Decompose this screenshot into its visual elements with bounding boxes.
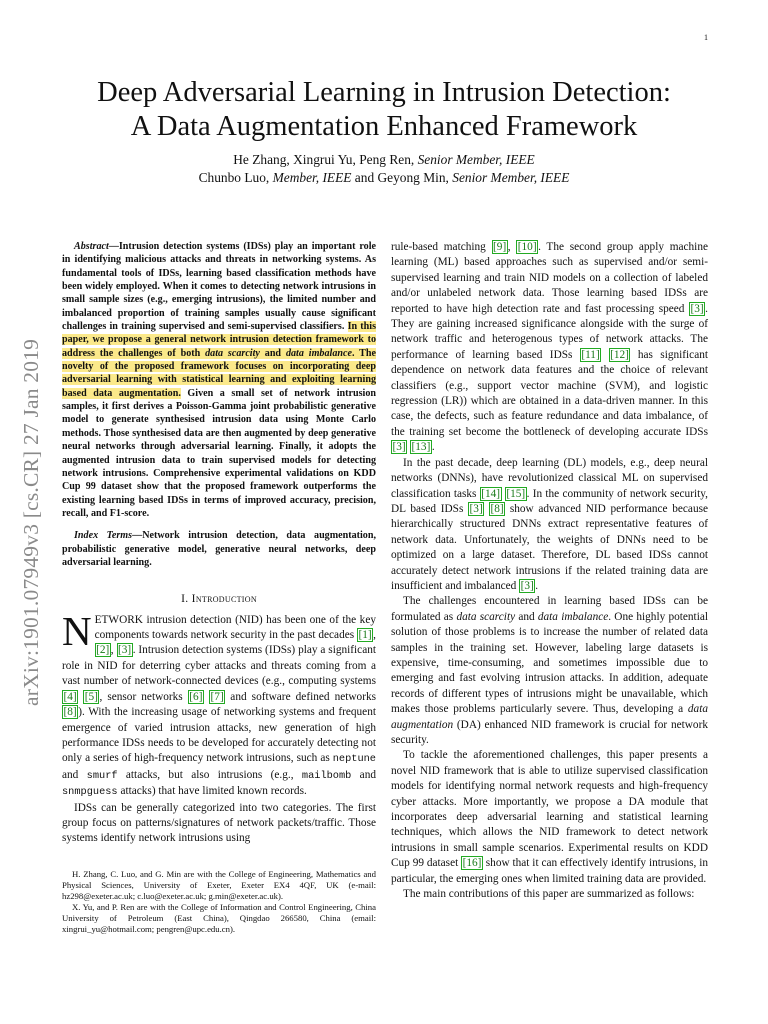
left-column [62, 240, 376, 935]
abstract [62, 240, 376, 520]
text: and [351, 768, 376, 781]
citation-link[interactable]: [8] [63, 706, 77, 719]
text: . The second group apply machine learning (ML) based approaches such as supervised and/or semi-supervised learning and train NID models on a collection of labeled and/or unlabeled network data. Those learning based IDSs are reported to have high detection rate and fast processing speed [391, 241, 708, 315]
text: (DA) enhanced NID framework is crucial for network security. [391, 718, 708, 746]
text: In the past decade, deep learning (DL) models, e.g., deep neural networks (DNNs), have revolutionized classical ML on supervised classification tasks [391, 456, 708, 500]
author-role: Member, IEEE [272, 170, 352, 185]
author-name: Chunbo Luo, [198, 170, 273, 185]
right-paragraph-3 [391, 594, 708, 748]
authors-line-1 [58, 151, 710, 169]
text: . One highly potential solution of those problems is to increase the number of related data samples in the training set. However, labeling large datasets is expensive, time-consuming, and sometimes impossible due to emerging and fast evolving intrusion attacks. In addition, adequate records of different types of intrusions might be unavailable, which makes those problems particularly severe. Thus, developing a [391, 610, 708, 716]
citation-link[interactable]: [3] [118, 644, 132, 657]
attack-name: neptune [332, 753, 376, 766]
highlight-text: . The novelty of the proposed framework focuses on incorporating deep adversarial learning with statistical learning and exploiting learning based data augmentation. [62, 347, 376, 399]
citation-link[interactable]: [12] [610, 348, 629, 361]
citation-link[interactable]: [16] [462, 857, 482, 870]
right-column [391, 240, 708, 902]
citation-link[interactable]: [6] [189, 690, 203, 703]
index-terms-text: —Network intrusion detection, data augmentation, probabilistic generative model, generative neural networks, deep adversarial learning. [62, 530, 376, 568]
text: and [62, 768, 87, 781]
text: , [373, 629, 376, 642]
text: attacks, but also intrusions (e.g., [117, 768, 302, 781]
citation-link[interactable]: [8] [490, 502, 504, 515]
abstract-text: Given a small set of network intrusion samples, it first derives a Poisson-Gamma joint probabilistic generative model to generate synthesised intrusion data using Monte Carlo methods. Those synthesised data are then augmented by deep generative neural networks through adversarial learning. Finally, it adopts the augmented intrusion data to train supervised models for detecting network intrusions. Comprehensive experimental validations on KDD Cup 99 dataset show that the proposed framework outperforms the existing learning based IDSs in terms of improved accuracy, precision, recall, and F1-score. [62, 387, 377, 519]
text: . [431, 441, 435, 454]
text: intrusion detection (NID) has been one of the key components towards network security in the past decades [94, 613, 376, 642]
text: , [110, 644, 117, 657]
italic-term: data imbalance [537, 610, 609, 623]
highlight-text: In this paper, we propose a general network intrusion detection framework to address the challenges of both [62, 321, 376, 359]
text [601, 349, 608, 361]
text: attacks) that have limited known records. [117, 785, 307, 798]
title-line-2: A Data Augmentation Enhanced Framework [130, 111, 638, 142]
highlight-text: and [259, 347, 286, 359]
index-terms [62, 529, 376, 569]
text: . In the community of network security, DL based IDSs [391, 487, 708, 515]
small-caps-word: ETWORK [94, 613, 143, 626]
intro-paragraph-1 [62, 607, 377, 801]
text: and [515, 610, 538, 623]
attack-name: smurf [86, 769, 118, 782]
citation-link[interactable]: [3] [469, 502, 483, 515]
author-role: Senior Member, IEEE [417, 152, 535, 167]
italic-term: data scarcity [456, 610, 516, 623]
page-number: 1 [704, 33, 708, 42]
paper-title [58, 76, 710, 144]
italic-term: data augmentation [391, 703, 708, 731]
right-paragraph-4 [391, 748, 708, 887]
author-role: Senior Member, IEEE [452, 170, 570, 185]
citation-link[interactable]: [7] [210, 690, 224, 703]
footnote-1: H. Zhang, C. Luo, and G. Min are with the College of Engineering, Mathematics and Physical Sciences, University of Exeter, Exeter EX4 4QF, UK (e-mail: hz298@exeter.ac.uk; c.luo@exeter.ac.uk; g.min@exeter.ac.uk). [62, 868, 376, 901]
citation-link[interactable]: [14] [481, 487, 501, 500]
citation-link[interactable]: [9] [493, 241, 507, 253]
right-paragraph-2 [391, 456, 708, 595]
text: , sensor networks [99, 690, 188, 703]
citation-link[interactable]: [11] [581, 348, 600, 361]
section-heading-introduction [62, 591, 376, 606]
citation-link[interactable]: [3] [520, 579, 534, 592]
section-numeral: I. [181, 592, 192, 606]
highlight-italic: data imbalance [285, 347, 352, 359]
text: . Intrusion detection systems (IDSs) play a significant role in NID for deterring cyber attacks and threats coming from a vast number of network-connected devices (e.g., computing systems [62, 644, 376, 688]
abstract-label: Abstract [74, 241, 109, 252]
highlight-italic: data scarcity [205, 347, 260, 359]
attack-name: snmpguess [62, 786, 118, 799]
author-name: and Geyong Min, [351, 170, 453, 185]
text: show advanced NID performance because hierarchically structured DNNs extract representative features of network data. Unfortunately, the weights of DNNs need to be optimized on a large dataset. Therefore, DL based IDSs cannot accurately detect network intrusions if the related training data are insufficient and imbalanced [391, 502, 708, 592]
title-line-1: Deep Adversarial Learning in Intrusion Detection: [97, 77, 671, 108]
text: . They are gaining increased significance alongside with the surge of network traffic and heterogenous types of network attacks. The performance of learning based IDSs [391, 302, 708, 361]
index-terms-label: Index Terms [74, 530, 133, 542]
citation-link[interactable]: [10] [517, 241, 537, 253]
text: has significant dependence on network data features and the choice of relevant classifiers (e.g., support vector machine (SVM), and logistic regression (LR)) which are obtained in a data-driven manner. In this case, the defects, such as feature redundance and data imbalance, of the training set become the bottleneck of developing accurate IDSs [391, 348, 708, 438]
citation-link[interactable]: [13] [411, 441, 431, 454]
abstract-text: —Intrusion detection systems (IDSs) play an important role in identifying malicious attacks and threats in networking systems. As fundamental tools of IDSs, learning based classification methods have been widely employed. When it comes to detecting network intrusions in small sample sizes (e.g., emerging intrusions), the limited number and imbalanced proportion of training samples usually cause significant challenges in training supervised and semi-supervised classifiers. [62, 241, 376, 333]
authors-line-2 [58, 169, 710, 187]
text: and software defined networks [225, 690, 377, 703]
citation-link[interactable]: [3] [690, 302, 704, 315]
drop-cap: N [62, 607, 92, 654]
author-names: He Zhang, Xingrui Yu, Peng Ren, [233, 152, 418, 167]
citation-link[interactable]: [15] [506, 487, 526, 500]
text: rule-based matching [391, 241, 492, 253]
right-paragraph-5: The main contributions of this paper are summarized as follows: [403, 888, 695, 901]
text: . [535, 579, 539, 592]
citation-link[interactable]: [3] [392, 441, 406, 454]
author-block [58, 151, 710, 187]
attack-name: mailbomb [301, 769, 352, 782]
text: To tackle the aforementioned challenges, this paper presents a novel NID framework that is able to utilize supervised classification models for identifying normal network requests and high-frequency cyber attacks. More importantly, we propose a DA module that incorporates deep adversarial learning and statistical learning techniques, which allows the NID framework to detect network intrusions in small sample scenarios. Experimental results on KDD Cup 99 dataset [391, 749, 708, 870]
arxiv-stamp: arXiv:1901.07949v3 [cs.CR] 27 Jan 2019 [19, 338, 43, 706]
author-footnote [62, 863, 376, 936]
text: show that it can effectively identify intrusions, in particular, the emerging ones when limited training data are provided. [391, 857, 708, 885]
text: , [507, 241, 517, 253]
text: The challenges encountered in learning based IDSs can be formulated as [391, 595, 708, 623]
footnote-2: X. Yu, and P. Ren are with the College of Information and Control Engineering, China University of Petroleum (East China), Qingdao 266580, China (email: xingrui_yu@hotmail.com; pengren@upc.edu.cn). [62, 902, 376, 935]
citation-link[interactable]: [5] [84, 690, 98, 703]
section-title: Introduction [191, 592, 257, 606]
intro-paragraph-2: IDSs can be generally categorized into two categories. The first group focus on patterns/signatures of network packets/traffic. Those systems identify network intrusions using [62, 801, 376, 845]
right-paragraph-1 [391, 240, 708, 456]
citation-link[interactable]: [4] [63, 690, 77, 703]
text: ). With the increasing usage of networking systems and frequent emergence of varied intrusion attacks, new generation of high performance IDSs needs to be developed for accurately detecting not only a series of high-frequency network intrusions, such as [62, 706, 376, 765]
citation-link[interactable]: [2] [96, 644, 110, 657]
citation-link[interactable]: [1] [358, 629, 372, 642]
